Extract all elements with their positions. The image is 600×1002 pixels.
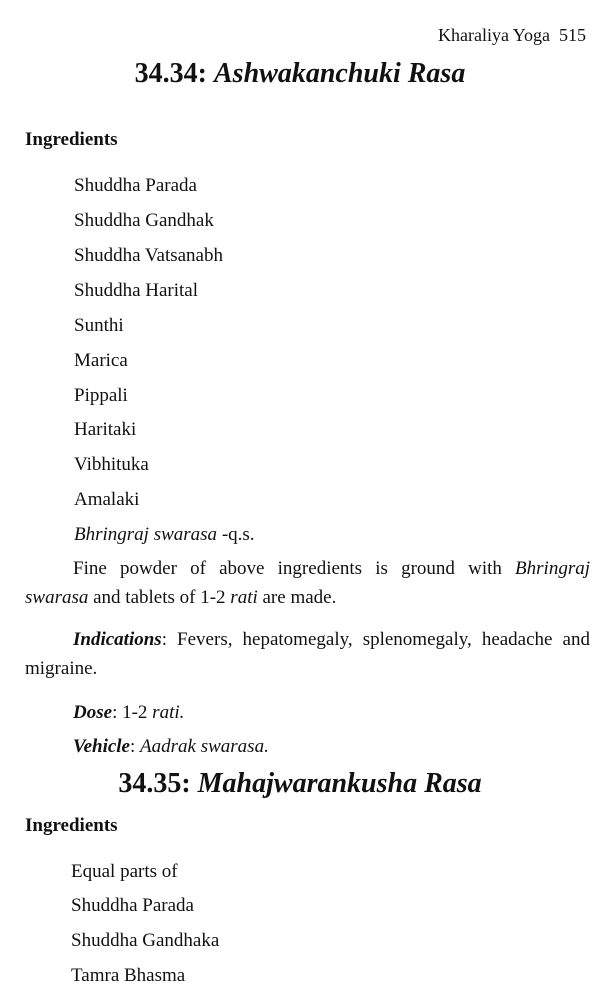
text-italic: Bhringraj swarasa [25, 558, 590, 608]
liquid-name: Bhringraj swarasa [74, 524, 218, 545]
indications-label: Indications [73, 629, 162, 650]
text: Fine powder of above ingredients is ground with [73, 558, 516, 579]
list-item: Tamra Bhasma [71, 965, 186, 986]
list-item: Marica [74, 350, 128, 371]
list-item [74, 524, 255, 546]
list-item: Shuddha Vatsanabh [74, 245, 223, 266]
indications-text: : Fevers, hepatomegaly, splenomegaly, headache and migraine. [25, 629, 590, 679]
list-item: Shuddha Parada [74, 175, 197, 196]
section-name: Mahajwarankusha Rasa [197, 768, 482, 799]
vehicle-label: Vehicle [73, 736, 130, 757]
list-item: Haritaki [74, 419, 137, 440]
list-item: Amalaki [74, 489, 140, 510]
liquid-qty: -q.s. [217, 524, 255, 545]
dose-unit: rati. [152, 702, 185, 723]
section-number: 34.35: [118, 768, 191, 799]
method-paragraph [25, 554, 590, 612]
list-item: Shuddha Gandhak [74, 210, 214, 231]
vehicle-sep: : [130, 736, 141, 757]
text-italic: rati [230, 587, 258, 608]
list-item: Equal parts of [71, 861, 178, 882]
list-item: Vibhituka [74, 454, 149, 475]
section-title-34-34 [0, 58, 600, 90]
list-item: Shuddha Gandhaka [71, 930, 220, 951]
list-item: Pippali [74, 385, 128, 406]
section-name: Ashwakanchuki Rasa [214, 58, 466, 89]
indications-paragraph [25, 625, 590, 683]
dose-text: : 1-2 [112, 702, 153, 723]
list-item: Shuddha Harital [74, 280, 199, 301]
text: are made. [257, 587, 337, 608]
dose-line [73, 702, 184, 724]
page-number: 515 [559, 25, 586, 45]
running-header [438, 25, 586, 46]
running-title: Kharaliya Yoga [438, 25, 550, 45]
section-title-34-35 [0, 768, 600, 800]
list-item: Shuddha Parada [71, 895, 194, 916]
dose-label: Dose [73, 702, 113, 723]
ingredients-heading: Ingredients [25, 815, 118, 836]
list-item: Sunthi [74, 315, 124, 336]
vehicle-line [73, 736, 269, 758]
ingredients-heading: Ingredients [25, 129, 118, 150]
section-number: 34.34: [134, 58, 207, 89]
vehicle-text: Aadrak swarasa. [140, 736, 269, 757]
text: and tablets of 1-2 [88, 587, 231, 608]
